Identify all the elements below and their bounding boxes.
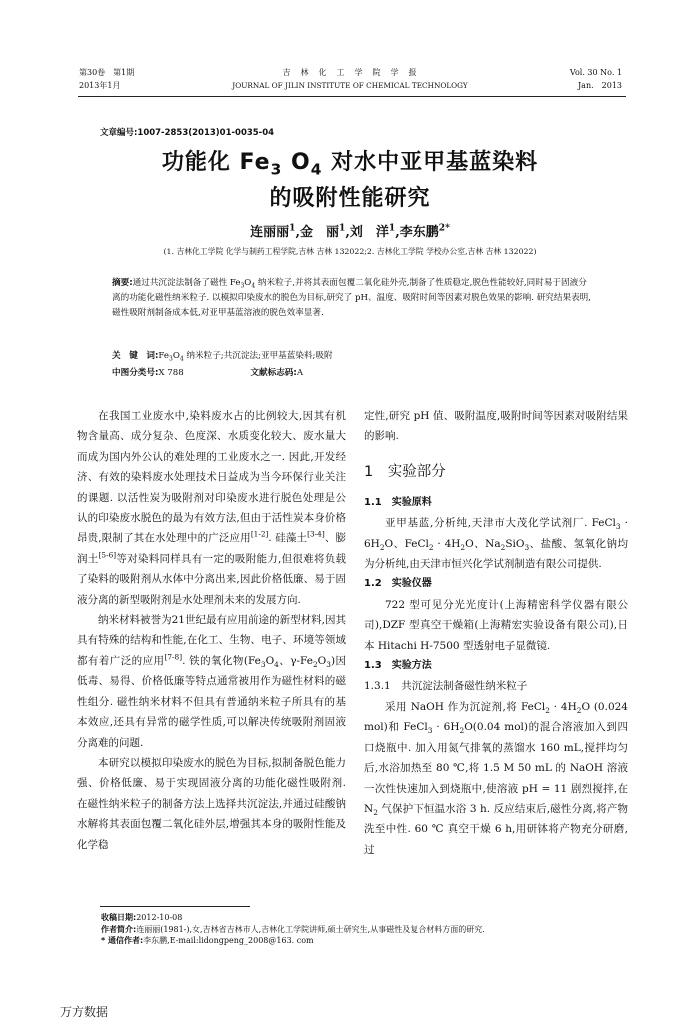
text: O	[265, 654, 275, 667]
text: O	[317, 654, 327, 667]
text: 纳米材料被誉为21世纪最有应用前途的新型材料,因其具有特殊的结构和性能,在化工、生物、电子、环境等领域都有着广泛的应用	[77, 614, 346, 667]
corr-label: * 通信作者:	[101, 936, 144, 945]
abstract-label: 摘要:	[112, 278, 133, 288]
title-sub: 4	[310, 160, 323, 179]
author-bio	[101, 924, 641, 936]
formula-sub: 2	[373, 808, 378, 817]
text: · 6H	[432, 721, 460, 734]
header-rule	[78, 96, 626, 97]
keywords	[112, 349, 592, 364]
journal-name	[200, 66, 500, 92]
bio-label: 作者简介:	[101, 924, 137, 934]
title-part: O	[282, 150, 311, 175]
affiliation: (1. 吉林化工学院 化学与制药工程学院,吉林 吉林 132022;2. 吉林化工学院 学校办公室,吉林 吉林 132022)	[163, 247, 537, 256]
formula-sub: 3	[524, 542, 530, 552]
received-date	[101, 912, 641, 924]
formula-sub: 2	[460, 542, 466, 552]
text: · 6H	[364, 517, 628, 550]
keywords-text: 纳米粒子;共沉淀法;亚甲基蓝染料;吸附	[183, 351, 333, 361]
author-name: 连丽丽	[250, 225, 290, 240]
citation: [1-2]	[250, 529, 269, 539]
journal-volume-info	[79, 66, 134, 92]
text: 采用 NaOH 作为沉淀剂,将 FeCl	[385, 700, 546, 713]
body-right-column	[364, 406, 628, 860]
formula-sub: 3	[260, 659, 266, 669]
abstract-text: 通过共沉淀法制备了磁性 Fe	[132, 278, 241, 288]
volume-issue: 第30卷 第1期	[79, 68, 135, 77]
paragraph	[77, 610, 346, 753]
author-affil-mark: 1	[388, 222, 396, 234]
citation: [5-6]	[98, 550, 117, 560]
received-value: 2012-10-08	[136, 913, 183, 922]
author-name: 金 丽	[300, 225, 340, 240]
citation: [3-4]	[307, 529, 325, 539]
paragraph: 722 型可见分光光度计(上海精密科学仪器有限公司),DZF 型真空干燥箱(上海精宏实验设备有限公司),日本 Hitachi H-7500 型透射电子显微镜.	[364, 598, 628, 652]
formula-sub: 2	[500, 542, 506, 552]
text: 在我国工业废水中,染料废水占的比例较大,因其有机物含量高、成分复杂、色度深、水质变化较大、废水量大而成为国内外公认的难处理的工业废水之一. 因此,开发经济、有效的染料废水处理技术日益成为当今环保行业关注的课题. 以活性炭为吸附剂对印染废水进行脱色处理是公认的印染废水脱色的最为有效方法,但由于活性炭本身价格昂贵,限制了其在水处理中的广泛应用	[77, 410, 346, 545]
abstract	[112, 276, 592, 322]
paper-title-line1	[0, 145, 700, 179]
author-affil-mark: 2*	[438, 222, 450, 234]
footnote-rule	[100, 906, 250, 907]
subsubsection-heading: 1.3.1 共沉淀法制备磁性纳米粒子	[364, 680, 528, 693]
formula-sub: 2	[545, 705, 550, 715]
formula-sub: 4	[274, 659, 279, 669]
text: )因低毒、易得、价格低廉等特点通常被用作为磁性材料的磁性组分. 磁性纳米材料不但具有普通纳米粒子所具有的基本效应,还具有异常的磁学性质,可以解决传统吸附剂固液分离难的问题.	[77, 654, 347, 749]
subsection-heading: 1.3 实验方法	[364, 660, 432, 672]
paragraph	[364, 513, 628, 574]
watermark: 万方数据	[60, 1005, 109, 1019]
subsection-heading: 1.2 实验仪器	[364, 578, 432, 590]
clc-value: X 788	[158, 368, 184, 378]
doc-code-value: A	[296, 368, 304, 378]
abstract-sub: 3	[240, 282, 245, 290]
formula-sub: 2	[428, 542, 434, 552]
formula-sub: 2	[576, 705, 582, 715]
corresponding-author	[101, 935, 641, 947]
title-part: 功能化 Fe	[161, 150, 271, 175]
keywords-sub: 4	[179, 355, 184, 363]
footnotes	[101, 912, 641, 947]
abstract-text: O	[244, 278, 252, 288]
classification	[112, 366, 592, 381]
journal-name-en: JOURNAL OF JILIN INSTITUTE OF CHEMICAL TECHNOLOGY	[232, 81, 468, 90]
text: 亚甲基蓝,分析纯,天津市大茂化学试剂厂. FeCl	[385, 517, 616, 530]
abstract-text: 纳米粒子,并将其表面包覆二氧化硅外壳,制备了性质稳定,脱色性能较好,同时易于固液分离的功能化磁性纳米粒子. 以模拟印染废水的脱色为目标,研究了 pH、温度、吸附时间等因素对脱色效果的影响. 研究结果表明,磁性吸附剂制备成本低,对亚甲基蓝溶液的脱色效率显著.	[112, 278, 591, 319]
paragraph: 本研究以模拟印染废水的脱色为目标,拟制备脱色能力强、价格低廉、易于实现固液分离的功能化磁性吸附剂. 在磁性纳米粒子的制备方法上选择共沉淀法,并通过硅酸钠水解将其表面包覆二氧化硅外层,增强其本身的吸附性能及化学稳	[77, 756, 346, 851]
keywords-sub: 3	[169, 355, 173, 363]
journal-name-cn: 吉 林 化 工 学 院 学 报	[282, 68, 418, 77]
journal-vol-en	[570, 66, 622, 92]
author-name: 刘 洋	[349, 225, 389, 240]
title-part: 对水中亚甲基蓝染料	[322, 150, 539, 175]
subsection-heading: 1.1 实验原料	[364, 496, 432, 508]
text: O (0.024 mol)和 FeCl	[364, 700, 628, 734]
corr-value: 李东鹏,E-mail:lidongpeng_2008@163. com	[143, 936, 314, 945]
text: 、盐酸、氢氧化钠均为分析纯,由天津市恒兴化学试剂制造有限公司提供.	[364, 537, 628, 571]
author-affil-mark: 1	[289, 222, 296, 234]
keywords-label: 关 键 词:	[112, 351, 159, 361]
formula-sub: 3	[427, 726, 433, 736]
paper-title-line2: 的吸附性能研究	[269, 186, 431, 211]
received-label: 收稿日期:	[101, 913, 137, 922]
section-heading: 1 实验部分	[364, 463, 446, 480]
author-list: 连丽丽$^1$,金 丽$^1$,刘 洋$^1$,李东鹏$^{2*}$	[250, 222, 450, 240]
volume-issue-en: Vol. 30 No. 1	[569, 68, 622, 77]
bio-value: 连丽丽(1981-),女,吉林省吉林市人,吉林化工学院讲师,硕士研究生,从事磁性及复合材料方面的研究.	[136, 924, 485, 934]
text: 、膨润土	[77, 532, 346, 565]
formula-sub: 3	[615, 522, 621, 532]
paragraph	[77, 406, 346, 610]
issue-date-en: Jan. 2013	[577, 81, 622, 90]
article-number: 文章编号:1007-2853(2013)01-0035-04	[100, 128, 275, 138]
formula-sub: 2	[459, 726, 465, 736]
text: 气保护下恒温水浴 3 h. 反应结束后,磁性分离,将产物洗至中性. 60 ℃ 真空干燥 6 h,用研钵将产物充分研磨,过	[364, 802, 628, 856]
title-sub: 3	[270, 160, 283, 179]
keywords-text: Fe	[158, 351, 169, 361]
author-affil-mark: 1	[339, 222, 346, 234]
abstract-sub: 4	[251, 282, 256, 290]
text: · 4H	[433, 537, 461, 550]
text: . 铁的氧化物(Fe	[182, 654, 261, 667]
text: SiO	[505, 537, 525, 550]
text: . 硅藻土	[268, 532, 308, 545]
formula-sub: 2	[312, 659, 318, 669]
issue-date: 2013年1月	[79, 81, 121, 90]
doc-code-label: 文献标志码:	[250, 368, 297, 378]
text: O(0.04 mol)的混合溶液加入到四口烧瓶中. 加入用氮气排氧的蒸馏水 160 mL,搅拌均匀后,水浴加热至 80 ℃,将 1.5 M 50 mL 的 NaOH 溶液一次性快速加入到烧瓶中,使溶液 pH = 11 剧烈搅拌,在 N	[364, 721, 629, 815]
formula-sub: 2	[379, 542, 385, 552]
citation: [7-8]	[164, 652, 183, 662]
text: 、γ-Fe	[278, 654, 313, 667]
text: O、FeCl	[384, 537, 429, 550]
formula-sub: 3	[326, 659, 331, 669]
text: O、Na	[465, 537, 501, 550]
keywords-text: O	[172, 351, 180, 361]
body-left-column	[77, 406, 346, 855]
text: · 4H	[549, 700, 577, 713]
author-name: 李东鹏	[399, 225, 439, 240]
text: 等对染料同样具有一定的吸附能力,但很难将负载了染料的吸附剂从水体中分离出来,因此价格低廉、易于固液分离的新型吸附剂是水处理剂未来的发展方向.	[77, 552, 347, 606]
paragraph-continued: 定性,研究 pH 值、吸附温度,吸附时间等因素对吸附结果的影响.	[364, 410, 628, 443]
paragraph	[364, 697, 628, 860]
clc-label: 中图分类号:	[112, 368, 159, 378]
